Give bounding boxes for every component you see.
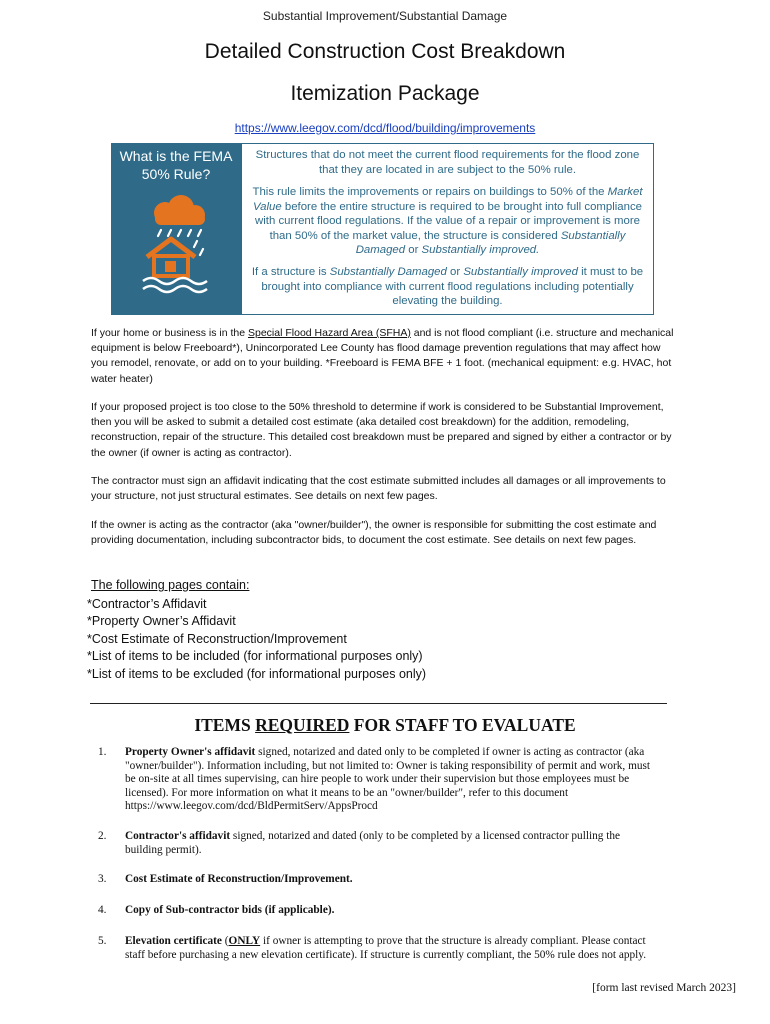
threshold-paragraph: If your proposed project is too close to the 50% threshold to determine if work is considered to be Substantial Improvement, then you will be asked to submit a detailed cost estimate (aka detailed cost breakdown) for the addition, remodeling, reconstruction, repair of the structure. This detailed cost breakdown must be prepared and signed by either a contractor or by the owner (if owner is acting as contractor). [91,401,672,459]
fema-para-1: Structures that do not meet the current flood requirements for the flood zone that they are located in are subject to the 50% rule. [255,149,640,176]
fema-question-line1: What is the FEMA [119,148,233,164]
owner-builder-paragraph: If the owner is acting as the contractor (aka "owner/builder"), the owner is responsible for submitting the cost estimate and providing documentation, including subcontractor bids, to document the cost estimate. See details on next few pages. [91,519,657,547]
page-subtitle: Itemization Package [290,82,480,105]
substantially-damaged-term: Substantially Damaged [355,229,626,256]
running-head: Substantial Improvement/Substantial Damage [262,9,508,23]
market-value-term: Market Value [253,186,643,213]
fema-explanation-panel [241,143,654,315]
fema-question-line2: 50% Rule? [141,166,211,182]
fema-question [111,147,241,183]
page-title: Detailed Construction Cost Breakdown [204,40,566,63]
contractor-affidavit-paragraph: The contractor must sign an affidavit indicating that the cost estimate submitted includes all damages or all improvements to your structure, not just structural estimates. See details on next few pages. [91,475,666,503]
list-item: *Contractor’s Affidavit [87,597,207,611]
fema-para-2: This rule limits the improvements or repairs on buildings to 50% of the Market Value before the entire structure is required to be brought into full compliance with current flood regulations. If the value of a repair or improvement is more than 50% of the market value, the structure is considered Substantially Damaged or Substantially improved. [252,186,643,256]
required-items-heading: ITEMS REQUIRED FOR STAFF TO EVALUATE [194,715,576,735]
document-page: Substantial Improvement/Substantial Damage Detailed Construction Cost Breakdown Itemization Package https://www.leegov.com/dcd/flood/building/improvements What is the FEMA 50% Rule? Structures that do not meet the current flood requirements for the flood zone that they are located in are subject to the 50% rule. This rule limits the improvements or repairs on buildings to 50% of the Market Value before the entire structure is required to be brought into full compliance with current flood regulations. If the value of a repair or improvement is more than 50% of the market value, the structure is considered Substantially Damaged or Substantially improved. If a structure is Substantially Damaged or Substantially improved it must to be brought into compliance with current flood regulations including potentially elevating the building. If your home or business is in the Special Flood Hazard Area (SFHA) and is not flood compliant (i.e. structure and mechanical equipment is below Freeboard*), Unincorporated Lee County has flood damage prevention regulations that may affect how you remodel, renovate, or add on to your building. *Freeboard is FEMA BFE + 1 foot. (mechanical equipment: e.g. HVAC, hot water heater) If your proposed project is too close to the 50% threshold to determine if work is considered to be Substantial Improvement, then you will be asked to submit a detailed cost estimate (aka detailed cost breakdown) for the addition, remodeling, reconstruction, repair of the structure. This detailed cost breakdown must be prepared and signed by either a contractor or by the owner (if owner is acting as contractor). The contractor must sign an affidavit indicating that the cost estimate submitted includes all damages or all improvements to your structure, not just structural estimates. See details on next few pages. If the owner is acting as the contractor (aka "owner/builder"), the owner is responsible for submitting the cost estimate and providing documentation, including subcontractor bids, to document the cost estimate. See details on next few pages. The following pages contain: *Contractor’s Affidavit *Property Owner’s Affidavit *Cost Estimate of Reconstruction/Improvement *List of items to be included (for informational purposes only) *List of items to be excluded (for informational purposes only) ITEMS REQUIRED FOR STAFF TO EVALUATE 1. Property Owner's affidavit signed, notarized and dated only to be completed if owner is acting as contractor (aka "owner/builder"). Information including, but not limited to: Owner is taking responsibility of permit and work, must be on-site at all times supervising, can hire people to work under their supervision but those employees must be licensed). For more information on what it means to be an "owner/builder", refer to this document https://www.leegov.com/dcd/BldPermitServ/AppsProcd 2. Contractor's affidavit signed, notarized and dated (only to be completed by a licensed contractor pulling the building permit). 3. Cost Estimate of Reconstruction/Improvement. 4. Copy of Sub-contractor bids (if applicable). 5. Elevation certificate (ONLY if owner is attempting to prove that the structure is already compliant. Please contact staff before purchasing a new elevation certificate). If structure is currently compliant, the 50% rule does not apply. [form last revised March 2023] [0,0,770,1024]
list-item: *List of items to be included (for informational purposes only) [87,649,423,664]
fema-para-3: If a structure is Substantially Damaged or Substantially improved it must to be brought into compliance with current flood regulations including potentially elevating the building. [251,266,644,307]
improvements-link[interactable]: https://www.leegov.com/dcd/flood/building/improvements [234,121,536,135]
list-item: *Property Owner’s Affidavit [87,614,236,629]
list-item: *Cost Estimate of Reconstruction/Improvement [87,631,347,646]
list-item: *List of items to be excluded (for informational purposes only) [87,666,427,681]
sfha-link[interactable]: Special Flood Hazard Area (SFHA) [248,327,411,339]
contents-heading: The following pages contain: [91,578,250,592]
revision-note: [form last revised March 2023] [592,982,736,994]
substantially-improved-term: Substantially improved. [421,244,540,256]
fema-question-panel [111,143,241,315]
fema-50-rule-box [111,143,654,315]
sfha-paragraph: If your home or business is in the Special Flood Hazard Area (SFHA) and is not flood compliant (i.e. structure and mechanical equipment is below Freeboard*), Unincorporated Lee County has flood damage prevention regulations that may affect how you remodel, renovate, or add on to your building. *Freeboard is FEMA BFE + 1 foot. (mechanical equipment: e.g. HVAC, hot water heater) [91,327,674,385]
flood-house-icon [141,195,213,295]
section-divider [90,703,667,704]
contents-list [87,596,426,683]
